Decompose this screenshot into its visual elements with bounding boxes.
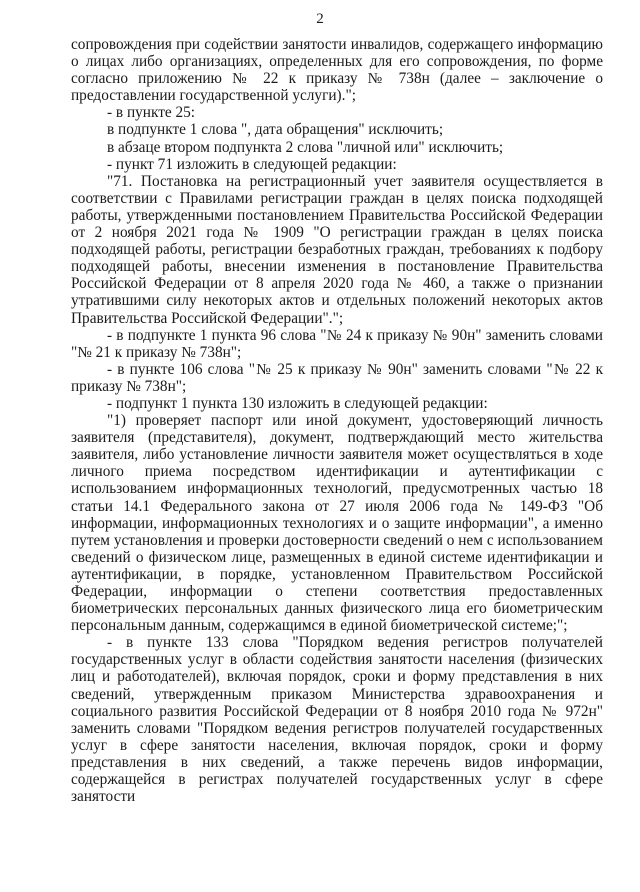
paragraph-continuation: сопровождения при содействии занятости инвалидов, содержащего информацию о лицах либо организациях, определенных для его сопровождения, по форме согласно приложению № 22 к приказу № 738н (далее – заключение о предоставлении государственной услуги).";: [71, 36, 603, 105]
page-number: 2: [316, 11, 324, 27]
paragraph-item-71: - пункт 71 изложить в следующей редакции:: [107, 155, 397, 173]
paragraph-item-106: - в пункте 106 слова "№ 25 к приказу № 90н" заменить словами "№ 22 к приказу № 738н";: [71, 360, 603, 395]
paragraph-subitem-1: в подпункте 1 слова ", дата обращения" исключить;: [107, 121, 444, 139]
paragraph-item-130-text: "1) проверяет паспорт или иной документ, удостоверяющий личность заявителя (представителя), документ, подтверждающий место жительства заявителя, либо установление личности заявителя может осуществляться в ходе личного приема посредством идентификации и аутентификации с использованием информационных технологий, предусмотренных частью 18 статьи 14.1 Федерального закона от 27 июля 2006 года № 149-ФЗ "Об информации, информационных технологиях и о защите информации", а именно путем установления и проверки достоверности сведений о нем с использованием сведений о физическом лице, размещенных в единой системе идентификации и аутентификации, в порядке, установленном Правительством Российской Федерации, информации о степени соответствия предоставленных биометрических персональных данных физического лица его биометрическим персональным данным, содержащимся в единой биометрической системе;";: [71, 412, 603, 635]
paragraph-item-96: - в подпункте 1 пункта 96 слова "№ 24 к приказу № 90н" заменить словами "№ 21 к приказу № 738н";: [71, 326, 603, 361]
paragraph-subitem-2: в абзаце втором подпункта 2 слова "личной или" исключить;: [107, 138, 504, 156]
paragraph-item-71-text: "71. Постановка на регистрационный учет заявителя осуществляется в соответствии с Правилами регистрации граждан в целях поиска подходящей работы, утвержденными постановлением Правительства Российской Федерации от 2 ноября 2021 года № 1909 "О регистрации граждан в целях поиска подходящей работы, регистрации безработных граждан, требованиях к подбору подходящей работы, внесении изменения в постановление Правительства Российской Федерации от 8 апреля 2020 года № 460, а также о признании утратившими силу некоторых актов и отдельных положений некоторых актов Правительства Российской Федерации".";: [71, 172, 603, 327]
document-body: [71, 36, 603, 805]
paragraph-item-25: - в пункте 25:: [107, 104, 196, 122]
paragraph-item-133: - в пункте 133 слова "Порядком ведения регистров получателей государственных услуг в области содействия занятости населения (физических лиц и работодателей), включая порядок, сроки и форму представления в них сведений, утвержденным приказом Министерства здравоохранения и социального развития Российской Федерации от 8 ноября 2010 года № 972н" заменить словами "Порядком ведения регистров получателей государственных услуг в сфере занятости населения, включая порядок, сроки и форму представления в них сведений, а также перечень видов информации, содержащейся в регистрах получателей государственных услуг в сфере занятости: [71, 634, 603, 806]
paragraph-item-130: - подпункт 1 пункта 130 изложить в следующей редакции:: [107, 394, 488, 412]
